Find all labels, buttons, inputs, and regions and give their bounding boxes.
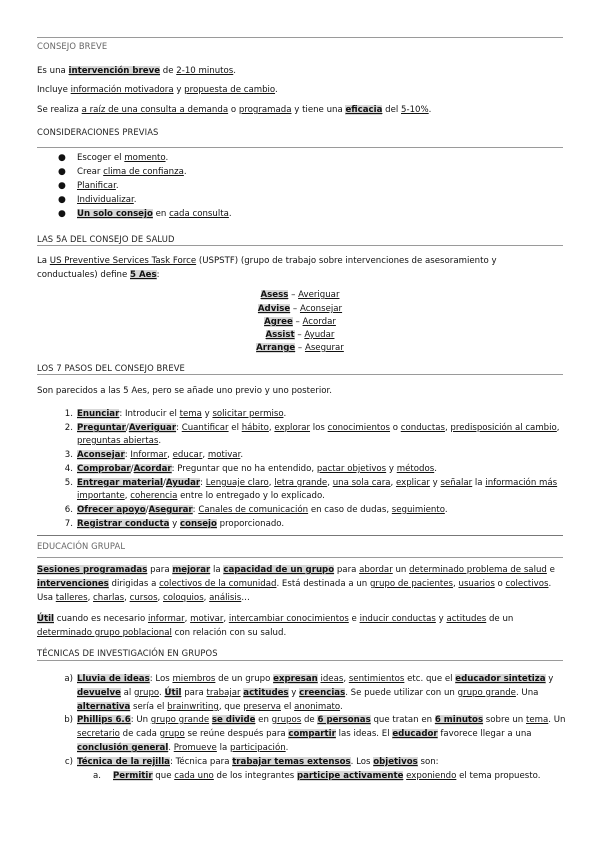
las5a-item: Arrange – Asegurar: [256, 343, 344, 353]
heading-consejo-breve: CONSEJO BREVE: [37, 41, 108, 51]
las5a-item: Asess – Averiguar: [260, 290, 340, 300]
heading-las-5a: LAS 5A DEL CONSEJO DE SALUD: [37, 234, 175, 244]
las5a-item: Advise – Aconsejar: [257, 304, 343, 314]
rule-consideraciones: [37, 147, 563, 148]
rule-educacion-bottom: [37, 557, 563, 558]
educacion-line-5: determinado grupo poblacional con relación con su salud.: [37, 628, 287, 638]
las5a-item: Assist – Ayudar: [265, 330, 335, 340]
bullet-icon: ●: [58, 153, 66, 163]
educacion-line-2: intervenciones dirigidas a colectivos de la comunidad. Está destinada a un grupo de pacientes, usuarios o colectivos.: [37, 579, 552, 589]
bullet-icon: ●: [58, 195, 66, 205]
las5a-intro-1: La US Preventive Services Task Force (USPSTF) (grupo de trabajo sobre intervenciones de asesoramiento y: [37, 256, 497, 266]
consideraciones-list: ● Escoger el momento. ● Crear clima de confianza. ● Planificar. ● Individualizar. ● Un solo consejo en cada consulta.: [37, 152, 563, 222]
heading-consideraciones: CONSIDERACIONES PREVIAS: [37, 127, 159, 137]
educacion-line-4: Útil cuando es necesario informar, motivar, intercambiar conocimientos e inducir conductas y actitudes de un: [37, 614, 514, 624]
rule-educacion: [37, 535, 563, 536]
bullet-icon: ●: [58, 181, 66, 191]
heading-siete-pasos: LOS 7 PASOS DEL CONSEJO BREVE: [37, 363, 185, 373]
heading-educacion-grupal: EDUCACIÓN GRUPAL: [37, 541, 126, 551]
consejo-line-1: Es una intervención breve de 2-10 minutos.: [37, 66, 236, 76]
bullet-icon: ●: [58, 167, 66, 177]
educacion-line-1: Sesiones programadas para mejorar la capacidad de un grupo para abordar un determinado problema de salud e: [37, 565, 555, 575]
bullet-icon: ●: [58, 209, 66, 219]
top-rule: [37, 37, 563, 38]
educacion-line-3: Usa talleres, charlas, cursos, coloquios, análisis…: [37, 593, 250, 603]
pasos-intro: Son parecidos a las 5 Aes, pero se añade uno previo y uno posterior.: [37, 386, 332, 396]
las5a-intro-2: conductuales) define 5 Aes:: [37, 270, 160, 280]
heading-tecnicas: TÉCNICAS DE INVESTIGACIÓN EN GRUPOS: [37, 648, 218, 658]
consejo-line-3: Se realiza a raíz de una consulta a demanda o programada y tiene una eficacia del 5-10%.: [37, 105, 432, 115]
consejo-line-2: Incluye información motivadora y propuesta de cambio.: [37, 85, 278, 95]
las5a-item: Agree – Acordar: [264, 317, 336, 327]
